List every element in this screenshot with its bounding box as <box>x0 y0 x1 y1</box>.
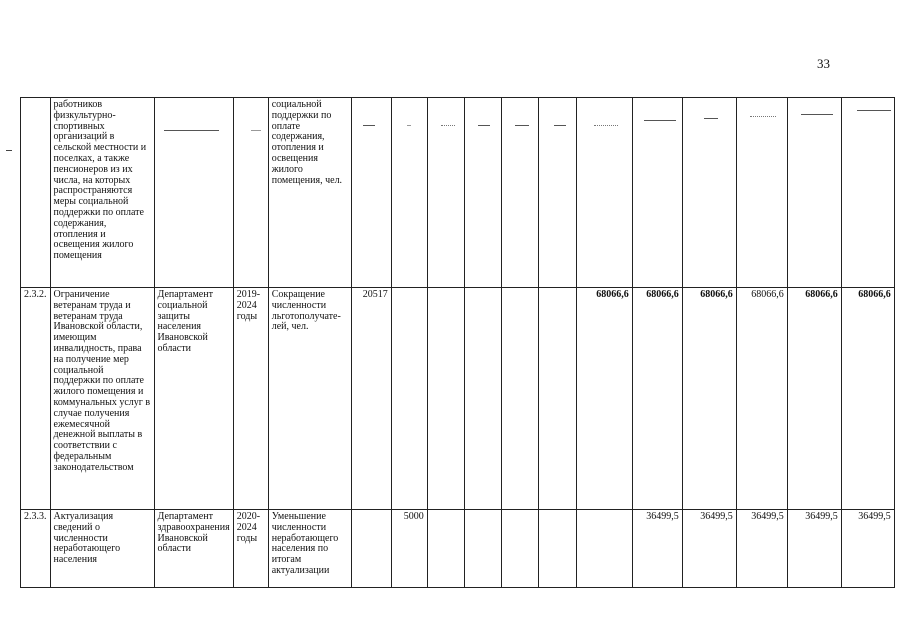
cell-value <box>427 98 464 288</box>
cell-value <box>501 510 538 588</box>
cell-value <box>576 98 632 288</box>
row-indicator: Сокращение численности льготополучате-лей, чел. <box>268 288 351 510</box>
cell-value: 68066,6 <box>682 288 736 510</box>
cell-value <box>427 288 464 510</box>
cell-value <box>682 98 736 288</box>
page-number: 33 <box>817 56 830 71</box>
cell-value <box>351 98 391 288</box>
row-period: 2020-2024 годы <box>233 510 268 588</box>
row-executor: Департамент социальной защиты населения Ивановской области <box>154 288 233 510</box>
cell-value <box>391 288 427 510</box>
row-name: Ограничение ветеранам труда и ветеранам труда Ивановской области, имеющим инвалидность, права на получение мер социальной поддержки по оплате жилого помещения и коммунальных услуг в случае получения ежемесячной денежной выплаты в соответствии с федеральным законодательством <box>50 288 154 510</box>
cell-value: 68066,6 <box>736 288 787 510</box>
row-period <box>233 98 268 288</box>
cell-value: 36499,5 <box>787 510 841 588</box>
cell-value: 68066,6 <box>787 288 841 510</box>
row-index: 2.3.2. <box>21 288 51 510</box>
cell-value: 20517 <box>351 288 391 510</box>
cell-value <box>632 98 682 288</box>
row-index: 2.3.3. <box>21 510 51 588</box>
cell-value <box>391 98 427 288</box>
margin-mark <box>6 150 12 151</box>
cell-value <box>464 510 501 588</box>
table-row <box>21 510 895 588</box>
row-name: Актуализация сведений о численности неработающего населения <box>50 510 154 588</box>
row-period: 2019-2024 годы <box>233 288 268 510</box>
cell-value <box>538 510 576 588</box>
cell-value: 36499,5 <box>841 510 894 588</box>
cell-value: 36499,5 <box>736 510 787 588</box>
cell-value: 68066,6 <box>576 288 632 510</box>
row-executor: Департамент здравоохранения Ивановской области <box>154 510 233 588</box>
cell-value <box>501 288 538 510</box>
cell-value <box>841 98 894 288</box>
cell-value <box>464 98 501 288</box>
cell-value <box>427 510 464 588</box>
cell-value <box>464 288 501 510</box>
cell-value <box>538 288 576 510</box>
cell-value: 5000 <box>391 510 427 588</box>
row-executor <box>154 98 233 288</box>
cell-value <box>351 510 391 588</box>
cell-value: 68066,6 <box>632 288 682 510</box>
row-name: работников физкультурно-спортивных организаций в сельской местности и поселках, а также пенсионеров из их числа, на которых распространяются меры социальной поддержки по оплате содержания, отопления и освещения жилого помещения <box>50 98 154 288</box>
program-table <box>20 97 895 588</box>
cell-value <box>576 510 632 588</box>
cell-value <box>501 98 538 288</box>
table-row <box>21 98 895 288</box>
cell-value <box>787 98 841 288</box>
cell-value <box>736 98 787 288</box>
cell-value: 68066,6 <box>841 288 894 510</box>
cell-value <box>538 98 576 288</box>
cell-value: 36499,5 <box>632 510 682 588</box>
row-indicator: социальной поддержки по оплате содержания, отопления и освещения жилого помещения, чел. <box>268 98 351 288</box>
cell-value: 36499,5 <box>682 510 736 588</box>
row-indicator: Уменьшение численности неработающего населения по итогам актуализации <box>268 510 351 588</box>
row-index <box>21 98 51 288</box>
table-row <box>21 288 895 510</box>
